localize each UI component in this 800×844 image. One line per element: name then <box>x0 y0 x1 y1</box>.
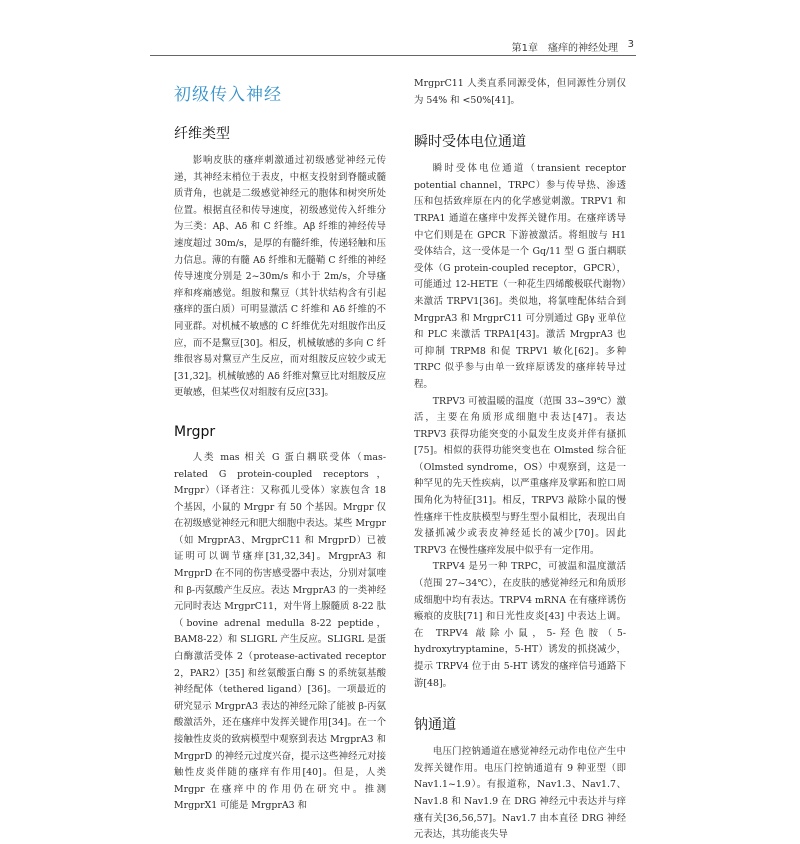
paragraph-mrgpr: 人类 mas 相关 G 蛋白耦联受体（mas-related G protein-coupled receptors，Mrgpr）（译者注：又称孤儿受体）家族包含 18 个基因，小鼠的 Mrgpr 有 50 个基因。Mrgpr 仅在初级感觉神经元和肥大细胞中表达。某些 Mrgpr（如 MrgprA3、MrgprC11 和 MrgprD）已被证明可以调节瘙痒[31,32,34]。MrgprA3 和 MrgprD 在不同的伤害感受器中表达，分别对氯喹和 β-丙氨酸产生反应。表达 MrgprA3 的一类神经元同时表达 MrgprC11，对牛肾上腺髓质 8-22 肽（bovine adrenal medulla 8-22 peptide，BAM8-22）和 SLIGRL 产生反应。SLIGRL 是蛋白酶激活受体 2（protease-activated receptor 2，PAR2）[35] 和丝氨酸蛋白酶 S 的系统氨基酸神经配体（tethered ligand）[36]。一项最近的研究显示 MrgprA3 表达的神经元除了能被 β-丙氨酸激活外，还在瘙痒中发挥关键作用[34]。在一个接触性皮炎的致病模型中观察到表达 MrgprA3 和 MrgprD 的神经元过度兴奋，提示这些神经元对接触性皮炎伴随的瘙痒有作用[40]。但是，人类 Mrgpr 在瘙痒中的作用仍在研究中。推测 MrgprX1 可能是 MrgprA3 和 <box>174 451 386 812</box>
running-header <box>0 37 800 59</box>
right-column <box>414 76 626 844</box>
page-number: 3 <box>627 39 634 50</box>
header-rule <box>150 55 636 56</box>
paragraph-sodium-channels: 电压门控钠通道在感觉神经元动作电位产生中发挥关键作用。电压门控钠通道有 9 种亚型（即 Nav1.1~1.9）。有报道称，Nav1.3、Nav1.7、Nav1.8 和 Nav1.9 在 DRG 神经元中表达并与痒瘙有关[36,56,57]。Nav1.7 由本直径 DRG 神经元表达，其功能丧失导 <box>414 746 626 841</box>
heading-mrgpr: Mrgpr <box>174 423 216 440</box>
chapter-title: 第1章 瘙痒的神经处理 <box>511 43 618 54</box>
heading-sodium-channels: 钠通道 <box>414 717 456 734</box>
left-column <box>174 70 386 815</box>
paragraph-trpv3: TRPV3 可被温暖的温度（范围 33~39℃）激活，主要在角质形成细胞中表达[47]。表达 TRPV3 获得功能突变的小鼠发生皮炎并伴有搔抓[75]。相似的获得功能突变也在 Olmsted 综合征（Olmsted syndrome，OS）中观察到，这是一种罕见的先天性疾病，以严重瘙痒及掌跖和腔口周围角化为特征[31]。相反，TRPV3 敲除小鼠的慢性瘙痒干性皮肤模型与野生型小鼠相比，表现出自发搔抓减少或表皮神经延长的减少[70]。因此 TRPV3 在慢性瘙痒发展中似乎有一定作用。 <box>414 395 626 556</box>
section-title: 初级传入神经 <box>174 85 282 105</box>
paragraph-fiber-types: 影响皮肤的瘙痒刺激通过初级感觉神经元传递，其神经末梢位于表皮，中枢支投射到脊髓或髓质背角，也就是二级感觉神经元的胞体和树突所处位置。根据直径和传导速度，初级感觉传入纤维分为三类：Aβ、Aδ 和 C 纤维。Aβ 纤维的神经传导速度超过 30m/s，是厚的有髓纤维，传递轻触和压力信息。薄的有髓 Aδ 纤维和无髓鞘 C 纤维的神经传导速度分别是 2~30m/s 和小于 2m/s，介导瘙痒和疼痛感觉。组胺和黧豆（其针状结构含有引起瘙痒的蛋白质）可明显激活 C 纤维和 Aδ 纤维的不同亚群。对机械不敏感的 C 纤维优先对组胺作出反应，而不是黧豆[30]。相反，机械敏感的多向 C 纤维很容易对黧豆产生反应，而对组胺反应较少或无[31,32]。机械敏感的 Aδ 纤维对黧豆比对组胺反应更敏感，但某些仅对组胺有反应[33]。 <box>174 155 386 399</box>
paragraph-trp-intro: 瞬时受体电位通道（transient receptor potential channel，TRPC）参与传导热、渗透压和包括致痒原在内的化学感觉刺激。TRPV1 和 TRPA1 通道在瘙痒中发挥关键作用。在瘙痒诱导中它们则是在 GPCR 下游被激活。将组胺与 H1 受体结合，这一受体是一个 Gq/11 型 G 蛋白耦联受体（G protein-coupled receptor，GPCR），可能通过 12-HETE（一种花生四烯酸极联代谢物）来激活 TRPV1[36]。类似地，将氯喹配体结合到 MrgprA3 和 MrgprC11 可分别通过 Gβγ 亚单位和 PLC 来激活 TRPA1[43]。激活 MrgprA3 也可抑制 TRPM8 和促 TRPV1 敏化[62]。多种 TRPC 似乎参与由单一致痒原诱发的瘙痒转导过程。 <box>414 163 626 390</box>
heading-fiber-types: 纤维类型 <box>174 126 230 142</box>
paragraph-trpv4: TRPV4 是另一种 TRPC，可被温和温度激活（范围 27~34℃），在皮肤的感觉神经元和角质形成细胞中均有表达。TRPV4 mRNA 在有瘙痒诱伤瘢痕的皮肤[71] 和日光性皮炎[43] 中表达上调。在 TRPV4 敲除小鼠，5-羟色胺（5-hydroxytryptamine，5-HT）诱发的抓挠减少，提示 TRPV4 位于由 5-HT 诱发的瘙痒信号通路下游[48]。 <box>414 561 626 689</box>
heading-trp-channels: 瞬时受体电位通道 <box>414 134 526 151</box>
paragraph-mrgpr-continued: MrgprC11 人类直系同源受体，但同源性分别仅为 54% 和 <50%[41]。 <box>414 78 626 106</box>
